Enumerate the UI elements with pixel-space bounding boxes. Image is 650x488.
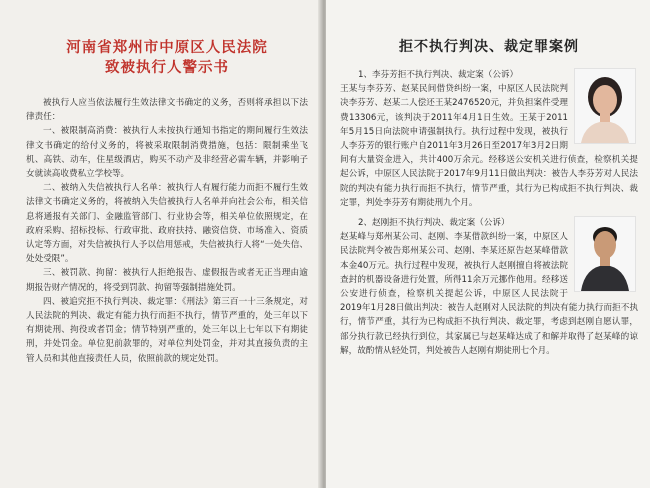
case-heading: 1、李芬芳拒不执行判决、裁定案（公诉） [358,70,519,80]
notice-item: 二、被纳入失信被执行人名单：被执行人有履行能力而拒不履行生效法律文书确定义务的，将被纳入失信被执行人名单并向社会公布，相关信息将通报有关部门、金融监管部门、行业协会等，相关单位依照规定，在政府采购、招标投标、行政审批、政府扶持、融资信贷、市场准入、资质认定等方面，对失信被执行人予以信用惩戒，失信被执行人将“一处失信、处处受限”。 [26,183,308,265]
cases-title: 拒不执行判决、裁定罪案例 [399,39,579,55]
court-name: 河南省郑州市中原区人民法院 [66,40,268,56]
case-body: 赵某峰与郑州某公司、赵刚、李某借款纠纷一案，中原区人民法院判令被告郑州某公司、赵刚、李某还原告赵某峰借款本金40万元。执行过程中发现，被执行人赵刚擅自将被法院查封的机器设备进行处置，所得11余万元挪作他用。经移送公安进行侦查，检察机关提起公诉，中原区人民法院于2019年1月28日做出判决：被告人赵刚对人民法院的判决有能力执行而拒不执行，情节严重，其行为已构成拒不执行判决、裁定罪，考虑到赵刚自愿认罪，部分执行款已经执行到位，其家属已与赵某峰达成了和解并取得了赵某峰的谅解，故酌情从轻处罚，判处被告人赵刚有期徒刑七个月。 [340,232,638,356]
case-2 [340,216,638,358]
defendant-photo-male [574,216,636,292]
defendant-photo-female [574,68,636,144]
notice-title: 致被执行人警示书 [105,60,229,76]
notice-item: 三、被罚款、拘留：被执行人拒绝报告、虚假报告或者无正当理由逾期报告财产情况的，将受到罚款、拘留等强制措施处罚。 [26,268,308,293]
case-heading: 2、赵刚拒不执行判决、裁定案（公诉） [358,218,510,229]
notice-item: 一、被限制高消费：被执行人未按执行通知书指定的期间履行生效法律文书确定的给付义务的，将被采取限制消费措施，包括：限制乘坐飞机、高铁、动车，住星级酒店，购买不动产及非经营必需车辆，并影响子女就读高收费私立学校等。 [26,126,308,180]
notice-item: 四、被追究拒不执行判决、裁定罪：《刑法》第三百一十三条规定，对人民法院的判决、裁定有能力执行而拒不执行，情节严重的，处三年以下有期徒刑、拘役或者罚金；情节特别严重的，处三年以上七年以下有期徒刑，并处罚金。单位犯前款罪的，对单位判处罚金，并对其直接负责的主管人员和其他直接责任人员，依照前款的规定处罚。 [26,296,308,364]
case-body: 王某与李芬芳、赵某民间借贷纠纷一案，中原区人民法院判决李芬芳、赵某二人偿还王某2476520元，并负担案件受理费13306元，该判决于2011年4月1日生效。王某于2011年5月15日向法院申请强制执行。执行过程中发现，被执行人李芬芳的银行账户自2011年3月26日至2017年3月2日期间有大量资金进入，共计400万余元。经移送公安机关进行侦查，检察机关提起公诉，中原区人民法院于2017年9月11日做出判决：被告人李芬芳对人民法院的判决有能力执行而拒不执行，情节严重，其行为已构成拒不执行判决、裁定罪，判处李芬芳有期徒刑九个月。 [340,84,638,208]
case-1 [340,68,638,210]
right-page [326,0,650,488]
notice-intro: 被执行人应当依法履行生效法律文书确定的义务，否则将承担以下法律责任： [26,98,308,123]
left-page [0,0,322,488]
